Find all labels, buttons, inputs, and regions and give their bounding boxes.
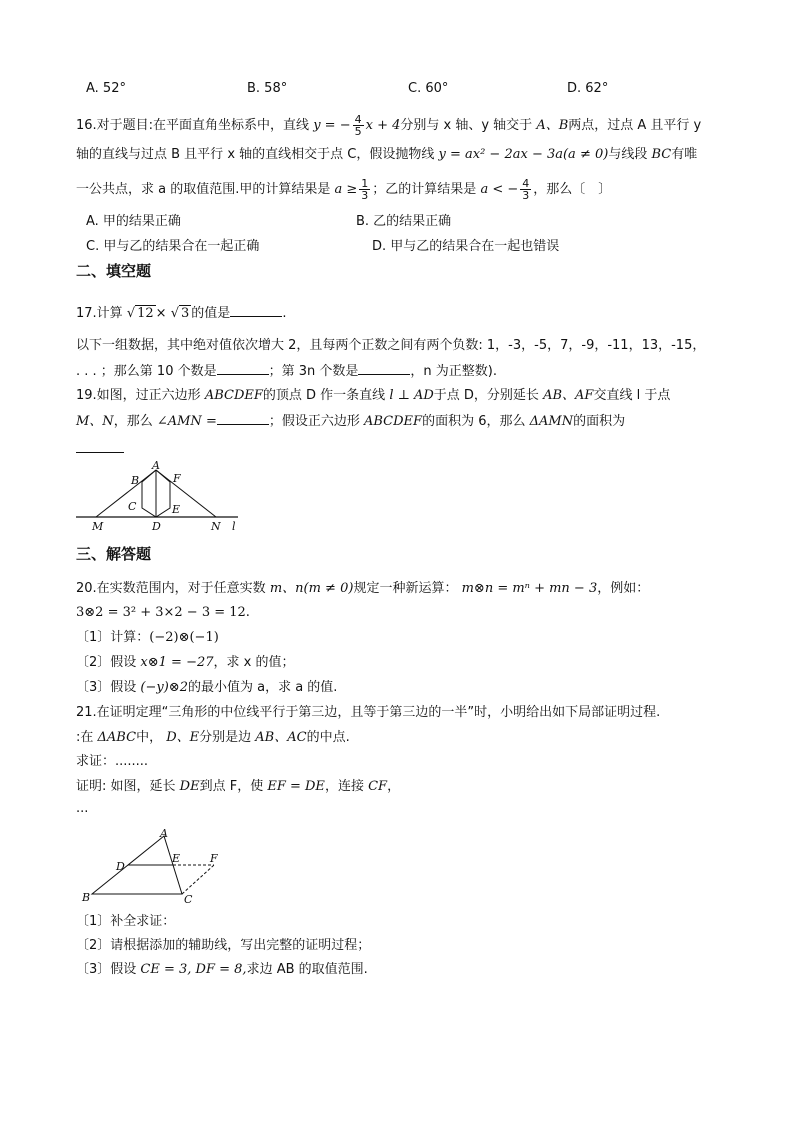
section-solution-title: 三、解答题: [76, 545, 152, 563]
q16-option-d: D. 甲与乙的结果合在一起也错误: [372, 239, 560, 254]
label-D: D: [152, 520, 161, 532]
q20-part2: 〔2〕假设 x⊗1 = −27，求 x 的值；: [76, 655, 295, 670]
answer-blank[interactable]: [358, 362, 410, 375]
sqrt-12: √ 12: [126, 306, 154, 321]
label-C: C: [184, 893, 193, 904]
label-D: D: [116, 860, 125, 873]
label-E: E: [172, 852, 181, 865]
segment-an: [156, 470, 216, 517]
q20-part1: 〔1〕计算：(−2)⊗(−1): [76, 630, 219, 645]
q16-line1: 16.对于题目:在平面直角坐标系中，直线 y = − $\frac{4}{5}$ x + 4分别与 x 轴、y 轴交于 A、B两点，过点 A 且平行 y: [76, 113, 702, 138]
sqrt-3: √ 3: [170, 306, 190, 321]
q19-line1: 19.如图，过正六边形 ABCDEF的顶点 D 作一条直线 l ⊥ AD于点 D，分别延长 AB、AF交直线 l 于点: [76, 388, 671, 403]
q21-part2: 〔2〕请根据添加的辅助线，写出完整的证明过程；: [76, 938, 371, 953]
q18-line1: 以下一组数据，其中绝对值依次增大 2，且每两个正数之间有两个负数: 1，-3，-5，7，-9，-11，13，-15，: [76, 338, 706, 353]
q15-option-c: C. 60°: [408, 81, 449, 96]
q19-line2: M、N，那么 ∠AMN = ；假设正六边形 ABCDEF的面积为 6，那么 ΔAMN的面积为: [76, 414, 626, 429]
q21-part3: 〔3〕假设 CE = 3, DF = 8,求边 AB 的取值范围.: [76, 962, 368, 977]
label-B: B: [131, 474, 140, 487]
section-fill-blank-title: 二、填空题: [76, 262, 152, 280]
q21-line1: 21.在证明定理“三角形的中位线平行于第三边，且等于第三边的一半”时，小明给出如下局部证明过程.: [76, 705, 661, 720]
q17: 17.计算 √ 12 × √ 3 的值是 .: [76, 306, 287, 321]
label-A: A: [160, 828, 168, 840]
label-F: F: [210, 852, 218, 865]
segment-cf-dashed: [182, 865, 214, 894]
q18-line2: . . . ；那么第 10 个数是 ；第 3n 个数是 ，n 为正整数).: [76, 364, 497, 379]
q21-ellipsis: ...: [76, 801, 89, 816]
q21-line3: 求证：........: [76, 754, 149, 769]
q20-line1: 20.在实数范围内，对于任意实数 m、n(m ≠ 0)规定一种新运算： m⊗n = mⁿ + mn − 3，例如：: [76, 581, 650, 596]
answer-blank[interactable]: [217, 412, 269, 425]
q16-option-a: A. 甲的结果正确: [86, 214, 181, 229]
label-M: M: [92, 520, 104, 532]
q16-line3: 一公共点，求 a 的取值范围.甲的计算结果是 a ≥ $\frac{1}{3}$ ；乙的计算结果是 a < − $\frac{4}{3}$ ，那么〔 〕: [76, 177, 612, 202]
q15-option-d: D. 62°: [567, 81, 609, 96]
q21-triangle-figure: [76, 828, 226, 904]
label-A: A: [152, 460, 160, 472]
label-l: l: [232, 520, 236, 532]
label-B: B: [82, 891, 91, 904]
segment-am: [96, 470, 156, 517]
q16-option-c: C. 甲与乙的结果合在一起正确: [86, 239, 260, 254]
q20-part3: 〔3〕假设 (−y)⊗2的最小值为 a，求 a 的值.: [76, 680, 338, 695]
q21-line2: :在 ΔABC中， D、E分别是边 AB、AC的中点.: [76, 730, 350, 745]
q20-example: 3⊗2 = 3² + 3×2 − 3 = 12.: [76, 605, 250, 620]
answer-blank[interactable]: [230, 304, 282, 317]
q15-option-a: A. 52°: [86, 81, 126, 96]
label-F: F: [173, 472, 181, 485]
q16-option-b: B. 乙的结果正确: [356, 214, 452, 229]
answer-blank[interactable]: [217, 362, 269, 375]
q21-part1: 〔1〕补全求证：: [76, 914, 176, 929]
label-C: C: [128, 500, 137, 513]
label-E: E: [172, 503, 181, 516]
q19-answer-blank[interactable]: [76, 440, 124, 459]
q19-hexagon-figure: [76, 460, 246, 532]
fraction: $\frac{4}{5}$: [354, 113, 362, 138]
q21-line4: 证明: 如图，延长 DE到点 F，使 EF = DE，连接 CF，: [76, 779, 401, 794]
q15-option-b: B. 58°: [247, 81, 288, 96]
label-N: N: [211, 520, 221, 532]
q16-line2: 轴的直线与过点 B 且平行 x 轴的直线相交于点 C，假设抛物线 y = ax² − 2ax − 3a(a ≠ 0)与线段 BC有唯: [76, 147, 698, 162]
